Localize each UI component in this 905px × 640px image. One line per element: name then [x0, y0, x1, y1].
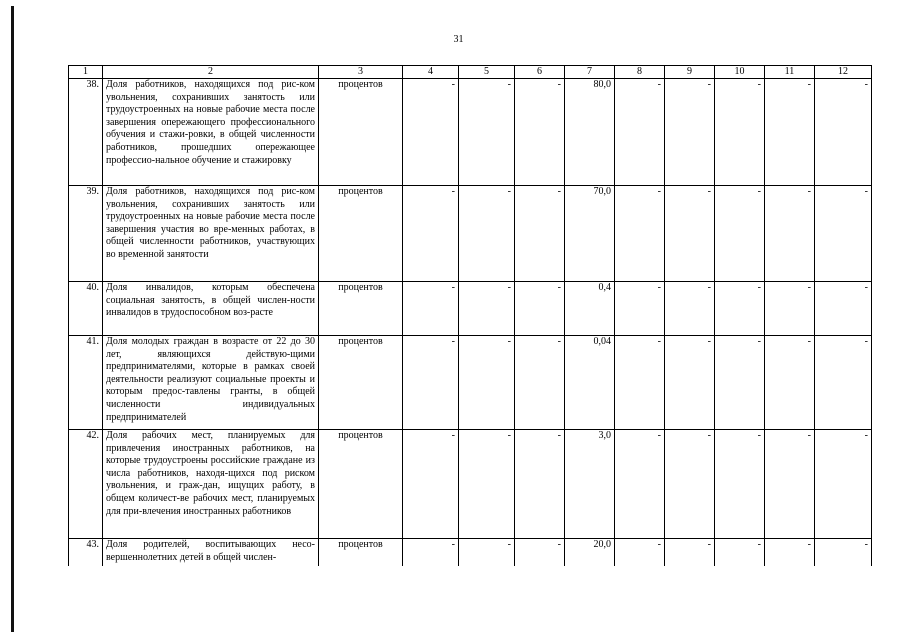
value-col-7: 20,0	[565, 539, 615, 566]
unit-of-measure: процентов	[319, 79, 403, 186]
value-col-6: -	[515, 282, 565, 336]
unit-of-measure: процентов	[319, 336, 403, 430]
table-row	[69, 336, 872, 430]
value-col-9: -	[665, 186, 715, 282]
table-row	[69, 282, 872, 336]
value-col-5: -	[459, 282, 515, 336]
value-col-4: -	[403, 336, 459, 430]
column-header: 5	[459, 66, 515, 79]
table-row	[69, 539, 872, 566]
value-col-10: -	[715, 282, 765, 336]
column-header: 12	[815, 66, 872, 79]
value-col-8: -	[615, 282, 665, 336]
value-col-8: -	[615, 430, 665, 539]
unit-of-measure: процентов	[319, 539, 403, 566]
column-header: 4	[403, 66, 459, 79]
column-header: 1	[69, 66, 103, 79]
value-col-5: -	[459, 336, 515, 430]
value-col-10: -	[715, 430, 765, 539]
column-header: 9	[665, 66, 715, 79]
value-col-12: -	[815, 430, 872, 539]
indicator-description: Доля работников, находящихся под рис-ком увольнения, сохранивших занятость или трудоустроенных на новые рабочие места после завершения участия во вре-менных работах, в общей численности работников, участвующих во временной занятости	[103, 186, 319, 282]
value-col-8: -	[615, 539, 665, 566]
value-col-4: -	[403, 539, 459, 566]
value-col-12: -	[815, 336, 872, 430]
value-col-12: -	[815, 186, 872, 282]
indicator-description: Доля работников, находящихся под рис-ком увольнения, сохранивших занятость или трудоустроенных на новые рабочие места после завершения опережающего профессионального обучения и стажи-ровки, в общей численности работников, прошедших опережающее профессио-нальное обучение и стажировку	[103, 79, 319, 186]
value-col-7: 70,0	[565, 186, 615, 282]
value-col-6: -	[515, 336, 565, 430]
indicators-table	[68, 65, 872, 566]
page-number: 31	[453, 34, 464, 45]
value-col-11: -	[765, 336, 815, 430]
value-col-6: -	[515, 539, 565, 566]
value-col-8: -	[615, 186, 665, 282]
unit-of-measure: процентов	[319, 430, 403, 539]
indicator-description: Доля инвалидов, которым обеспечена социальная занятость, в общей числен-ности инвалидов в трудоспособном воз-расте	[103, 282, 319, 336]
value-col-9: -	[665, 282, 715, 336]
value-col-12: -	[815, 79, 872, 186]
value-col-8: -	[615, 336, 665, 430]
column-header: 6	[515, 66, 565, 79]
value-col-12: -	[815, 539, 872, 566]
value-col-6: -	[515, 186, 565, 282]
value-col-7: 0,04	[565, 336, 615, 430]
indicator-description: Доля рабочих мест, планируемых для привлечения иностранных работников, на которые трудоустроены российские граждане из числа работников, находя-щихся под риском увольнения, и граж-дан, ищущих работу, в общем количест-ве рабочих мест, планируемых для при-влечения иностранных работников	[103, 430, 319, 539]
binder-edge-line	[11, 6, 14, 632]
value-col-5: -	[459, 539, 515, 566]
table-row	[69, 186, 872, 282]
value-col-12: -	[815, 282, 872, 336]
value-col-7: 0,4	[565, 282, 615, 336]
value-col-6: -	[515, 430, 565, 539]
value-col-11: -	[765, 79, 815, 186]
row-number: 41.	[69, 336, 103, 430]
row-number: 40.	[69, 282, 103, 336]
value-col-10: -	[715, 186, 765, 282]
indicator-description: Доля родителей, воспитывающих несо-вершеннолетних детей в общей числен-	[103, 539, 319, 566]
value-col-7: 80,0	[565, 79, 615, 186]
value-col-11: -	[765, 282, 815, 336]
table-row	[69, 79, 872, 186]
value-col-9: -	[665, 336, 715, 430]
indicator-description: Доля молодых граждан в возрасте от 22 до 30 лет, являющихся действую-щими предпринимателями, которые в рамках своей деятельности реализуют социальные проекты и которым предос-тавлены гранты, в общей численности индивидуальных предпринимателей	[103, 336, 319, 430]
value-col-4: -	[403, 430, 459, 539]
row-number: 39.	[69, 186, 103, 282]
row-number: 38.	[69, 79, 103, 186]
value-col-5: -	[459, 430, 515, 539]
unit-of-measure: процентов	[319, 186, 403, 282]
value-col-6: -	[515, 79, 565, 186]
value-col-9: -	[665, 79, 715, 186]
value-col-5: -	[459, 186, 515, 282]
value-col-10: -	[715, 336, 765, 430]
value-col-11: -	[765, 430, 815, 539]
unit-of-measure: процентов	[319, 282, 403, 336]
value-col-9: -	[665, 539, 715, 566]
column-header: 10	[715, 66, 765, 79]
value-col-9: -	[665, 430, 715, 539]
value-col-8: -	[615, 79, 665, 186]
value-col-4: -	[403, 282, 459, 336]
value-col-5: -	[459, 79, 515, 186]
column-header: 7	[565, 66, 615, 79]
value-col-11: -	[765, 539, 815, 566]
value-col-4: -	[403, 186, 459, 282]
row-number: 43.	[69, 539, 103, 566]
column-header: 2	[103, 66, 319, 79]
value-col-7: 3,0	[565, 430, 615, 539]
value-col-11: -	[765, 186, 815, 282]
column-header: 8	[615, 66, 665, 79]
table-row	[69, 430, 872, 539]
value-col-10: -	[715, 79, 765, 186]
value-col-10: -	[715, 539, 765, 566]
column-header: 3	[319, 66, 403, 79]
row-number: 42.	[69, 430, 103, 539]
column-header: 11	[765, 66, 815, 79]
value-col-4: -	[403, 79, 459, 186]
column-number-row	[69, 66, 872, 79]
